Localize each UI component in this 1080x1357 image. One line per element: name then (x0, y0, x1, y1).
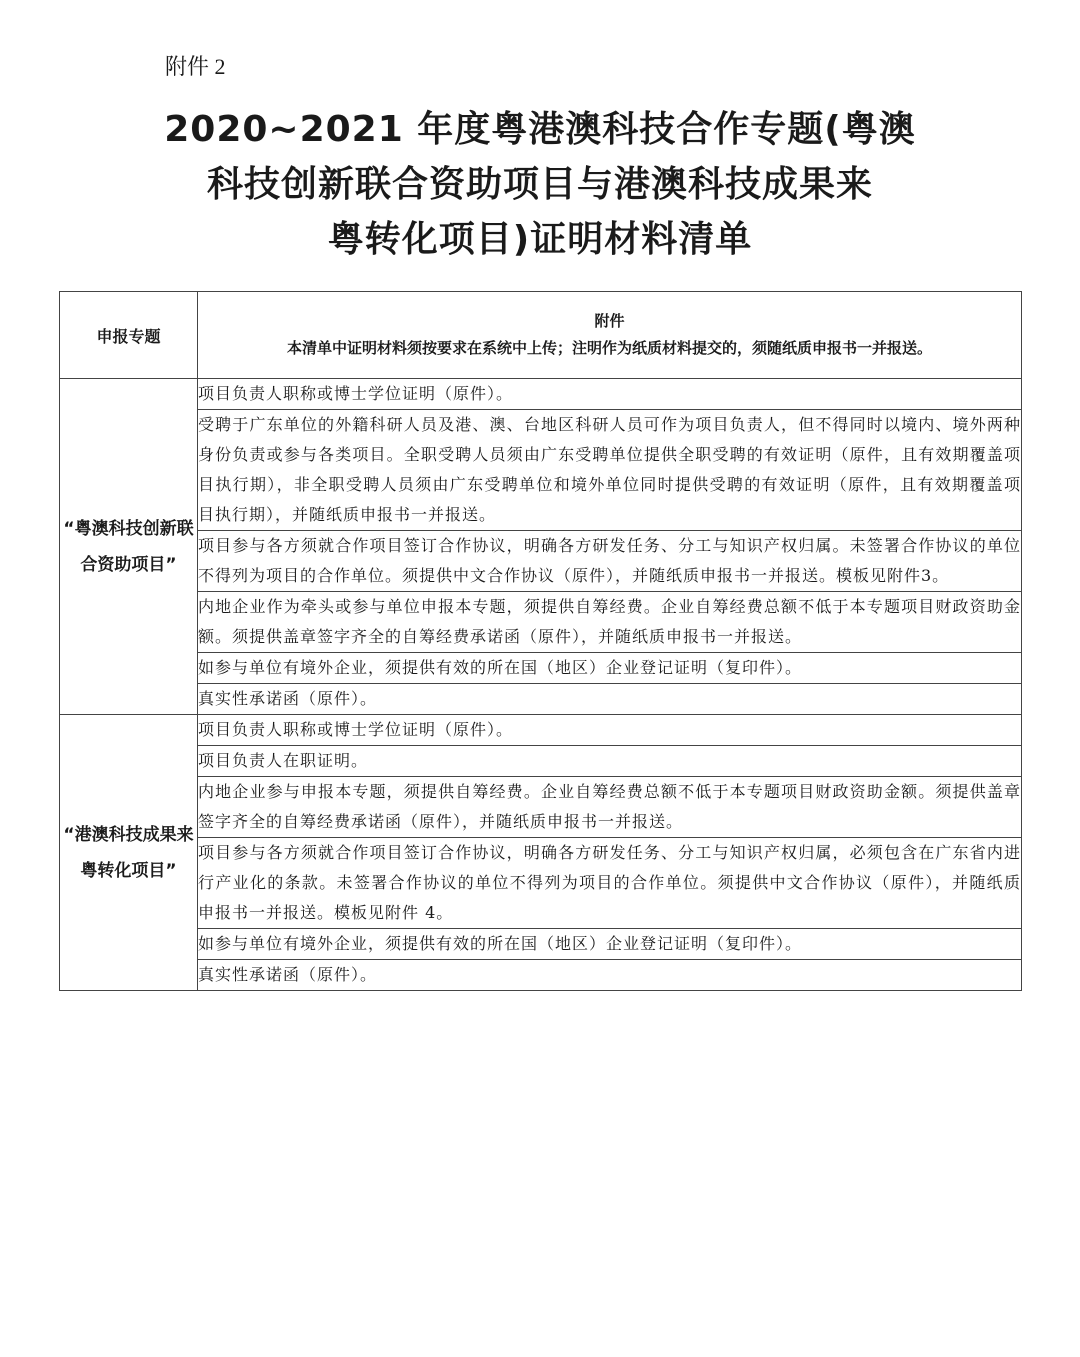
list-item: 如参与单位有境外企业，须提供有效的所在国（地区）企业登记证明（复印件）。 (198, 653, 1022, 684)
list-item: 真实性承诺函（原件）。 (198, 684, 1022, 715)
table-row (60, 838, 1022, 929)
title-line-1: 2020~2021 年度粤港澳科技合作专题(粤澳 (164, 109, 916, 150)
table-header-row (60, 292, 1022, 379)
section-topic-hk-macao: “港澳科技成果来粤转化项目” (60, 715, 198, 991)
table-row (60, 379, 1022, 410)
section-topic-macao: “粤澳科技创新联合资助项目” (60, 379, 198, 715)
table-row (60, 684, 1022, 715)
table-row (60, 592, 1022, 653)
table-row (60, 531, 1022, 592)
list-item: 项目参与各方须就合作项目签订合作协议，明确各方研发任务、分工与知识产权归属，必须包含在广东省内进行产业化的条款。未签署合作协议的单位不得列为项目的合作单位。须提供中文合作协议（原件），并随纸质申报书一并报送。模板见附件 4。 (198, 838, 1022, 929)
header-attachment-title: 附件 (594, 312, 625, 330)
table-row (60, 777, 1022, 838)
list-item: 受聘于广东单位的外籍科研人员及港、澳、台地区科研人员可作为项目负责人，但不得同时以境内、境外两种身份负责或参与各类项目。全职受聘人员须由广东受聘单位提供全职受聘的有效证明（原件，且有效期覆盖项目执行期），非全职受聘人员须由广东受聘单位和境外单位同时提供受聘的有效证明（原件，且有效期覆盖项目执行期），并随纸质申报书一并报送。 (198, 410, 1022, 531)
title-line-2: 科技创新联合资助项目与港澳科技成果来 (206, 164, 873, 205)
table-row (60, 410, 1022, 531)
document-title (100, 102, 980, 267)
header-attachment-cell (198, 292, 1022, 379)
attachment-label: 附件 2 (165, 54, 226, 79)
list-item: 真实性承诺函（原件）。 (198, 960, 1022, 991)
list-item: 项目负责人职称或博士学位证明（原件）。 (198, 715, 1022, 746)
list-item: 项目参与各方须就合作项目签订合作协议，明确各方研发任务、分工与知识产权归属。未签署合作协议的单位不得列为项目的合作单位。须提供中文合作协议（原件），并随纸质申报书一并报送。模板见附件3。 (198, 531, 1022, 592)
table-row (60, 715, 1022, 746)
list-item: 内地企业作为牵头或参与单位申报本专题，须提供自筹经费。企业自筹经费总额不低于本专题项目财政资助金额。须提供盖章签字齐全的自筹经费承诺函（原件），并随纸质申报书一并报送。 (198, 592, 1022, 653)
list-item: 项目负责人在职证明。 (198, 746, 1022, 777)
list-item: 内地企业参与申报本专题，须提供自筹经费。企业自筹经费总额不低于本专题项目财政资助金额。须提供盖章签字齐全的自筹经费承诺函（原件），并随纸质申报书一并报送。 (198, 777, 1022, 838)
header-topic-cell: 申报专题 (60, 292, 198, 379)
title-line-3: 粤转化项目)证明材料清单 (327, 219, 753, 260)
table-row (60, 929, 1022, 960)
table-row (60, 746, 1022, 777)
list-item: 如参与单位有境外企业，须提供有效的所在国（地区）企业登记证明（复印件）。 (198, 929, 1022, 960)
materials-table (59, 291, 1022, 991)
list-item: 项目负责人职称或博士学位证明（原件）。 (198, 379, 1022, 410)
table-row (60, 960, 1022, 991)
header-attachment-note: 本清单中证明材料须按要求在系统中上传；注明作为纸质材料提交的，须随纸质申报书一并报送。 (286, 339, 932, 357)
table-row (60, 653, 1022, 684)
